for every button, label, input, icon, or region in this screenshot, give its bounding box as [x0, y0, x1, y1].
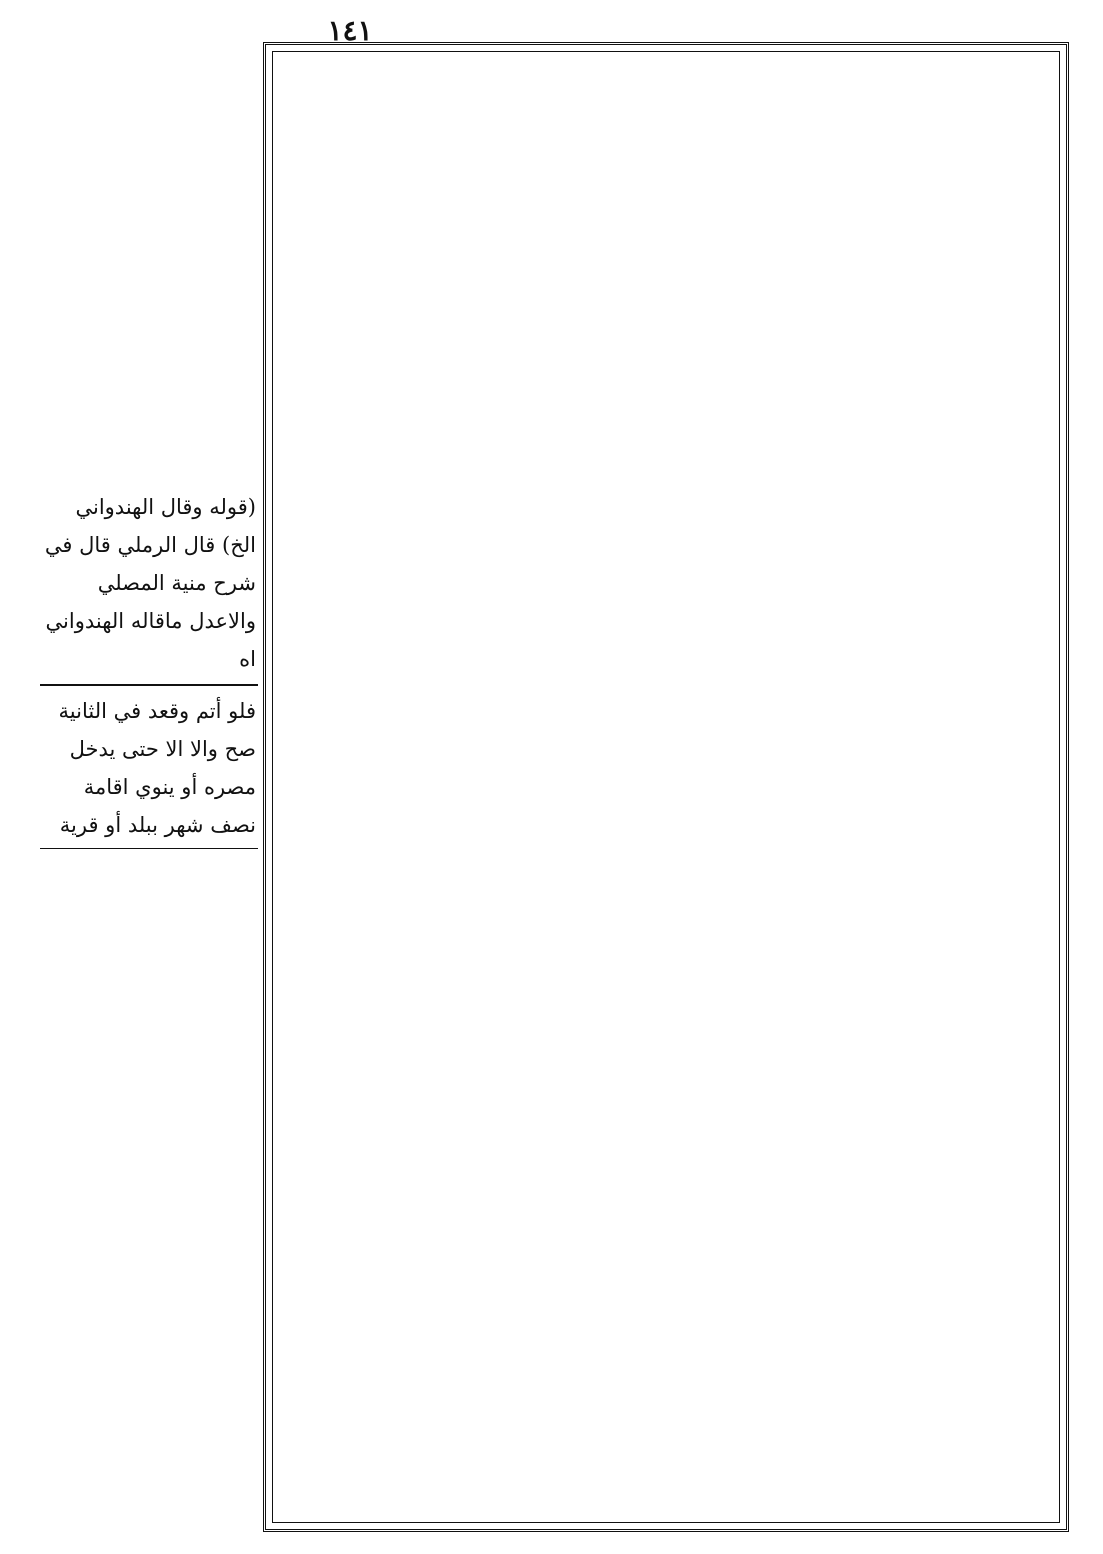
- margin-bottom-rule: [40, 848, 258, 849]
- page-number: ١٤١: [327, 14, 373, 47]
- margin-note-lemma: فلو أتم وقعد في الثانية صح والا الا حتى يدخل مصره أو ينوي اقامة نصف شهر ببلد أو قرية: [58, 699, 256, 837]
- main-text-body: [283, 60, 1049, 1514]
- margin-notes: [40, 486, 258, 849]
- main-text-frame: [263, 42, 1069, 1532]
- margin-note-commentary: (قوله وقال الهندواني الخ) قال الرملي قال في شرح منية المصلي والاعدل ماقاله الهندواني اه: [44, 495, 256, 671]
- margin-divider: [40, 684, 258, 686]
- main-text-inner-border: [272, 51, 1060, 1523]
